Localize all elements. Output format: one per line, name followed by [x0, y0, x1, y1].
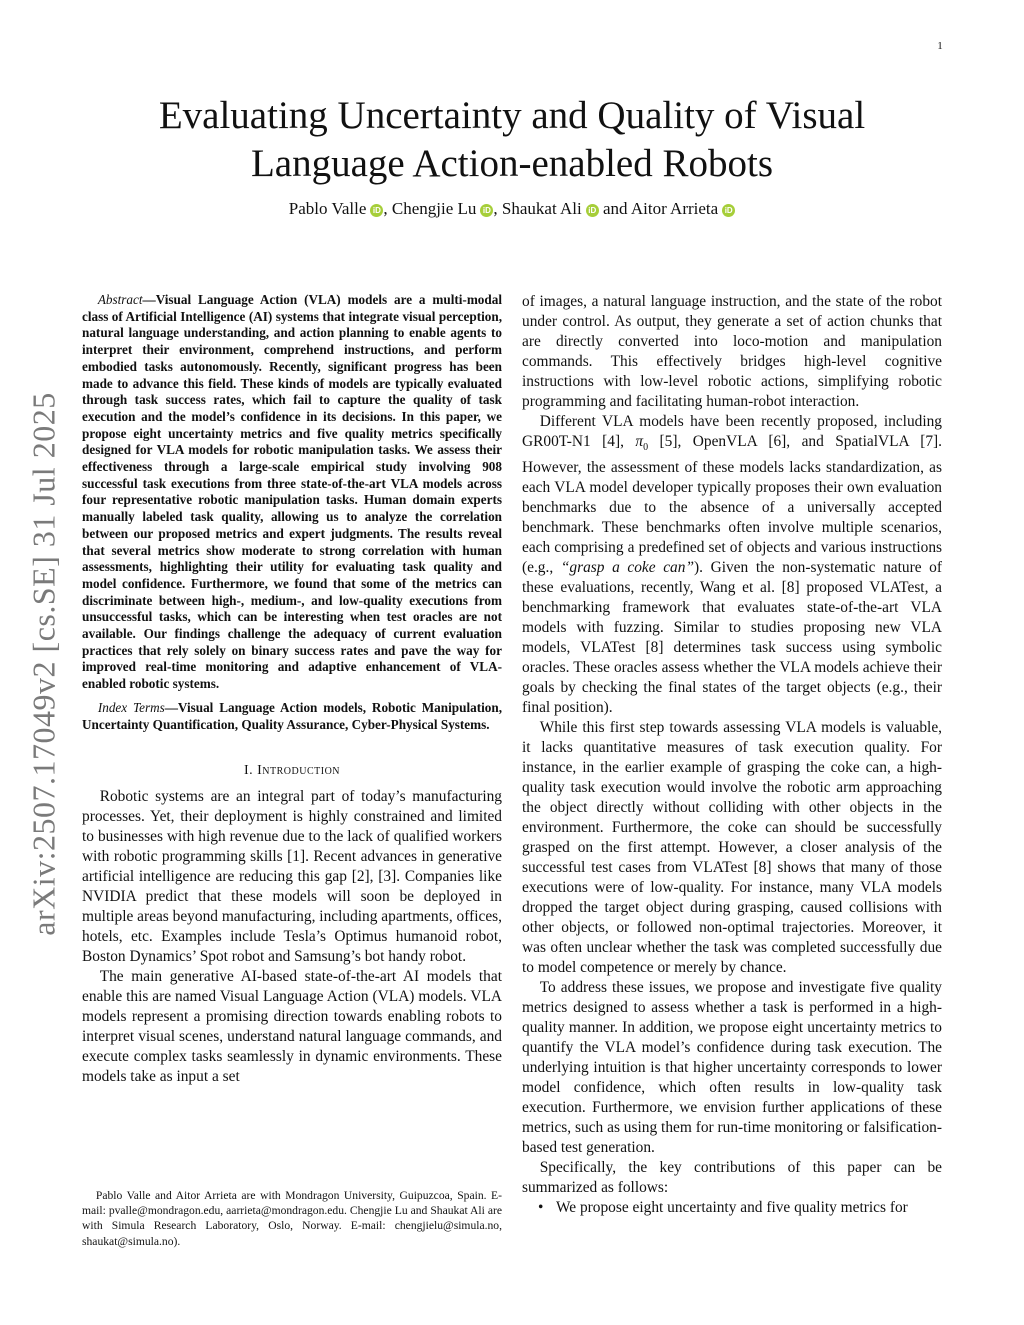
section-heading-introduction	[82, 761, 502, 781]
left-column	[82, 292, 502, 1087]
body-paragraph: Specifically, the key contributions of this paper can be summarized as follows:	[522, 1159, 942, 1197]
intro-paragraph: Robotic systems are an integral part of today’s manufacturing processes. Yet, their deployment is highly constrained and limited to businesses with high revenue due to the lack of qualified workers with robotic programming skills [1]. Recent advances in generative artificial intelligence are reducing this gap [2], [3]. Companies like NVIDIA predict that these models will soon be deployed in multiple areas beyond manufacturing, including apartments, offices, hotels, etc. Examples include Tesla’s Optimus humanoid robot, Boston Dynamics’ Spot robot and Samsung’s bot handy robot.	[82, 788, 502, 966]
contribution-bullet: • We propose eight uncertainty and five quality metrics for	[522, 1198, 942, 1218]
paragraph-text: [5], OpenVLA [6], and SpatialVLA [7]. However, the assessment of these models lacks standardization, as each VLA model developer typically proposes their own evaluation benchmarks due to the absence of a universally accepted benchmark. These benchmarks often involve multiple scenarios, each comprising a predefined set of objects and various instructions (e.g.,	[522, 433, 942, 577]
pi-zero-symbol	[635, 433, 649, 454]
author-separator: and	[598, 199, 631, 218]
body-paragraph	[522, 412, 942, 718]
affiliation-footnote	[82, 1188, 502, 1249]
example-instruction: “grasp a coke can”	[560, 559, 694, 577]
orcid-icon[interactable]: iD	[480, 204, 493, 217]
right-column	[522, 292, 942, 1218]
orcid-icon[interactable]: iD	[586, 204, 599, 217]
section-numeral: I.	[243, 763, 258, 779]
index-terms-text: —Visual Language Action models, Robotic Manipulation, Uncertainty Quantification, Quality Assurance, Cyber-Physical Systems.	[82, 699, 502, 732]
author-name: Chengjie Lu	[391, 199, 477, 218]
paper-title	[100, 92, 924, 188]
paragraph-text: ). Given the non-systematic nature of these evaluations, recently, Wang et al. [8] proposed VLATest, a benchmarking framework that evaluates state-of-the-art VLA models with fuzzing. Similar to studies proposing new VLA models, VLATest [8] determines task success using symbolic oracles. These oracles assess whether the VLA models achieve their goals by checking the final states of the target objects (e.g., their final position).	[522, 559, 942, 717]
author-separator: ,	[493, 199, 502, 218]
title-line-1: Evaluating Uncertainty and Quality of Visual	[158, 94, 866, 137]
intro-paragraph: The main generative AI-based state-of-the-art AI models that enable this are named Visual Language Action (VLA) models. VLA models represent a promising direction towards enabling robots to interpret visual scenes, understand natural language commands, and execute complex tasks seamlessly in dynamic environments. These models take as input a set	[82, 968, 502, 1086]
pi-symbol: π	[635, 433, 644, 450]
pi-subscript: 0	[643, 442, 649, 454]
footnote-text: Pablo Valle and Aitor Arrieta are with Mondragon University, Guipuzcoa, Spain. E-mail: pvalle@mondragon.edu, aarrieta@mondragon.edu. Chengjie Lu and Shaukat Ali are with Simula Research Laboratory, Oslo, Norway. E-mail: chengjielu@simula.no, shaukat@simula.no).	[82, 1189, 502, 1248]
author-list	[100, 198, 924, 220]
author-separator: ,	[383, 199, 392, 218]
body-paragraph: While this first step towards assessing VLA models is valuable, it lacks quantitative measures of task execution quality. For instance, in the earlier example of grasping the coke can, a high-quality task execution would involve the robotic arm approaching the object directly without colliding with other objects in the environment. Furthermore, the coke can should be successfully grasped on the first attempt. However, a closer analysis of the successful test cases from VLATest [8] shows that many of those executions were of low-quality. For instance, many VLA models dropped the target object during grasping, caused collisions with other objects, or followed non-optimal trajectories. Moreover, it was often unclear whether the task was completed successfully due to model competence or merely by chance.	[522, 719, 942, 977]
abstract-text: —Visual Language Action (VLA) models are a multi-modal class of Artificial Intelligence (AI) systems that integrate visual perception, natural language understanding, and action planning to enable agents to interpret their environment, comprehend instructions, and perform embodied tasks autonomously. Recently, significant progress has been made to advance this field. These kinds of models are typically evaluated through task success rates, which fail to capture the quality of task execution and the model’s confidence in its decisions. In this paper, we propose eight uncertainty metrics and five quality metrics specifically designed for VLA models for robotic manipulation tasks. We assess their effectiveness through a large-scale empirical study involving 908 successful task executions from three state-of-the-art VLA models across four representative robotic manipulation tasks. Human domain experts manually labeled task quality, allowing us to analyze the correlation between our proposed metrics and expert judgments. The results reveal that several metrics show moderate to strong correlation with human assessments, highlighting their utility for evaluating task quality and model confidence. Furthermore, we found that some of the metrics can discriminate between high-, medium-, and low-quality executions from unsuccessful tasks, which can be interesting when test oracles are not available. Our findings challenge the adequacy of current evaluation practices that rely solely on binary success rates and pave the way for improved real-time monitoring and adaptive enhancement of VLA-enabled robotic systems.	[82, 292, 502, 692]
index-terms-lead: Index Terms	[97, 699, 165, 715]
index-terms	[82, 700, 502, 733]
paragraph-text: Different VLA models have been recently proposed, including GR00T-N1 [4],	[522, 413, 942, 450]
author-name: Shaukat Ali	[501, 199, 582, 218]
title-line-2: Language Action-enabled Robots	[250, 142, 774, 185]
author-name: Aitor Arrieta	[630, 199, 719, 218]
section-title: Introduction	[257, 763, 341, 779]
orcid-icon[interactable]: iD	[370, 204, 383, 217]
author-name: Pablo Valle	[288, 199, 367, 218]
abstract	[82, 292, 502, 693]
arxiv-identifier-stamp[interactable]: arXiv:2507.17049v2 [cs.SE] 31 Jul 2025	[25, 392, 62, 936]
body-paragraph: To address these issues, we propose and investigate five quality metrics designed to assess whether a task is performed in a high-quality manner. In addition, we propose eight uncertainty metrics to quantify the VLA model’s confidence during task execution. The underlying intuition is that higher uncertainty corresponds to lower model confidence, which often results in low-quality task execution. Furthermore, we envision further applications of these metrics, such as using them for run-time monitoring or falsification-based test generation.	[522, 979, 942, 1157]
abstract-lead: Abstract	[97, 292, 143, 307]
page-number: 1	[937, 40, 943, 52]
orcid-icon[interactable]: iD	[722, 204, 735, 217]
body-paragraph: of images, a natural language instruction, and the state of the robot under control. As output, they generate a set of action chunks that are directly converted into loco-motion and manipulation commands. This effectively bridges high-level cognitive instructions with low-level robotic actions, simplifying robotic programming and facilitating human-robot interaction.	[522, 293, 942, 410]
